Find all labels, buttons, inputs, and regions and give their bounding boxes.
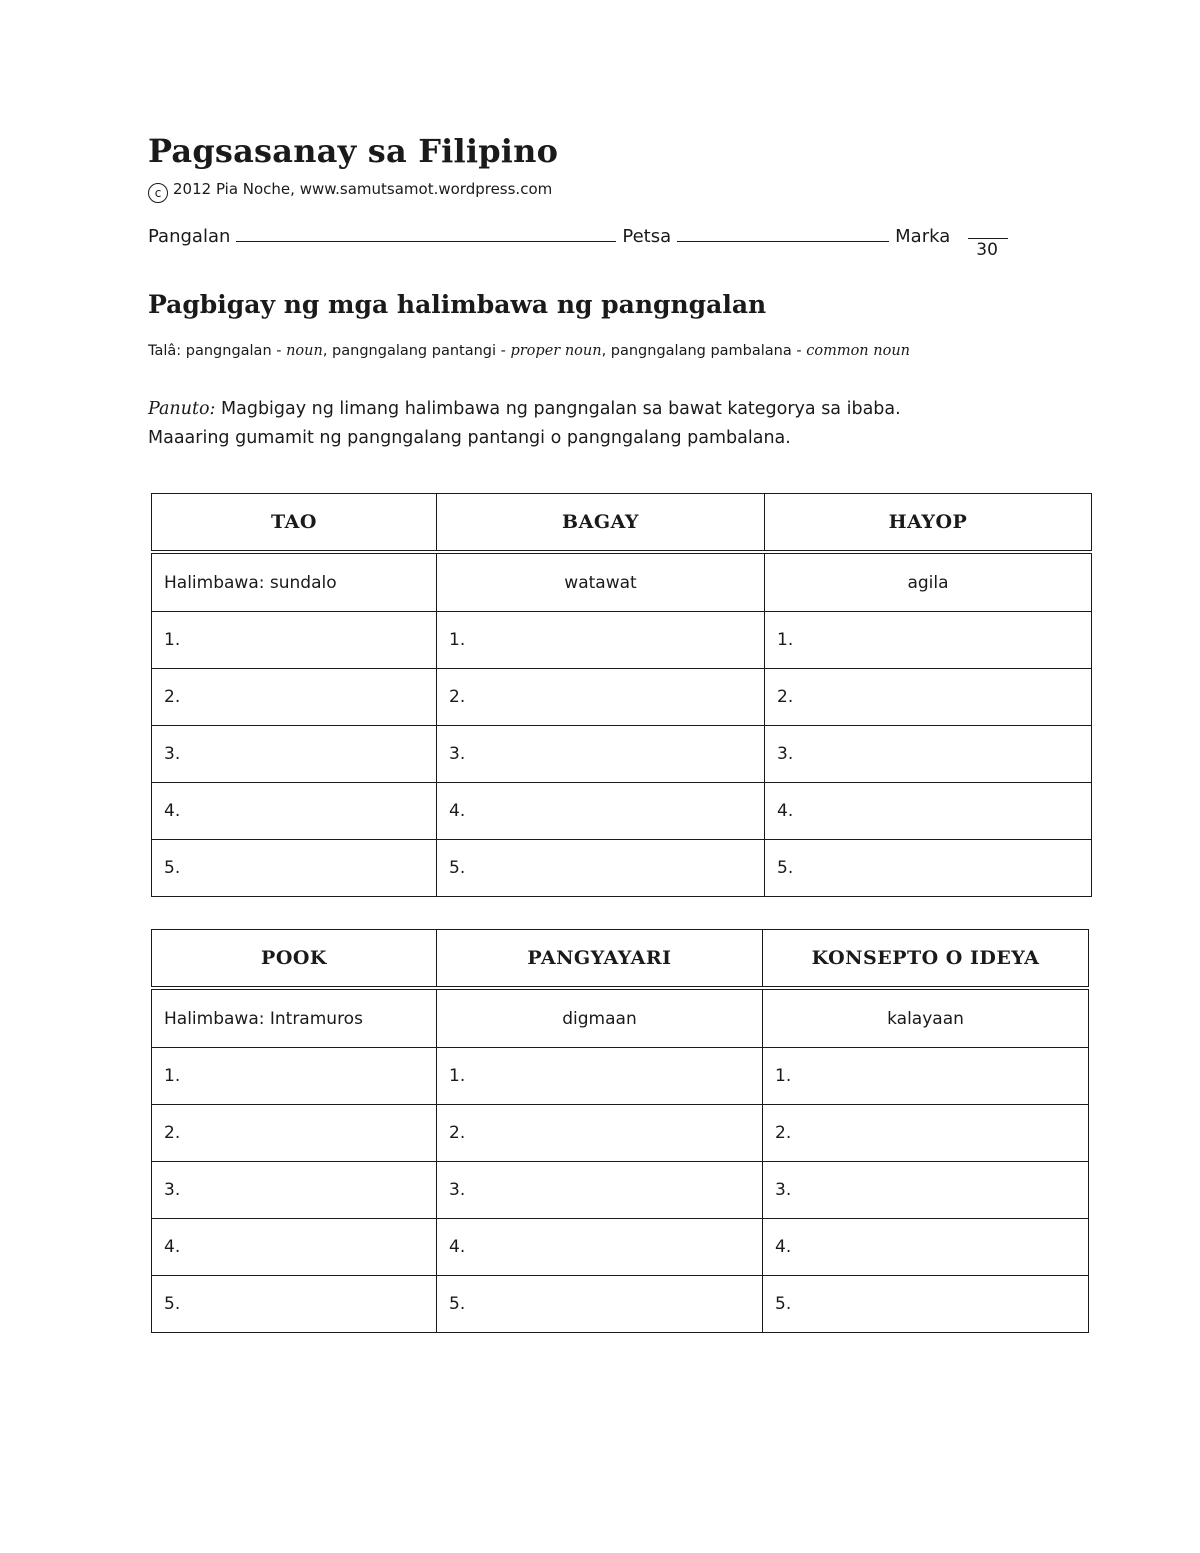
- answer-cell[interactable]: 3.: [437, 726, 765, 783]
- example-cell: kalayaan: [763, 990, 1089, 1048]
- answer-cell[interactable]: 4.: [763, 1219, 1089, 1276]
- example-row: [152, 990, 1089, 1048]
- date-blank[interactable]: [677, 225, 889, 242]
- table-row: [152, 1276, 1089, 1333]
- table-row: [152, 1105, 1089, 1162]
- answer-cell[interactable]: 3.: [765, 726, 1092, 783]
- example-cell: digmaan: [437, 990, 763, 1048]
- answer-cell[interactable]: 1.: [765, 612, 1092, 669]
- answer-cell[interactable]: 5.: [152, 1276, 437, 1333]
- score-total: 30: [976, 240, 998, 260]
- header-pook: POOK: [152, 930, 437, 987]
- answer-cell[interactable]: 5.: [437, 1276, 763, 1333]
- header-hayop: HAYOP: [765, 494, 1092, 551]
- header-bagay: BAGAY: [437, 494, 765, 551]
- score-label: Marka: [895, 226, 951, 247]
- table-row: [152, 783, 1092, 840]
- date-label: Petsa: [622, 226, 672, 247]
- table-row: [152, 612, 1092, 669]
- score-fraction-bar: [968, 238, 1008, 239]
- answer-cell[interactable]: 3.: [152, 1162, 437, 1219]
- example-row: [152, 554, 1092, 612]
- table-header-row: [152, 494, 1092, 551]
- example-cell: Halimbawa: Intramuros: [152, 990, 437, 1048]
- answer-cell[interactable]: 5.: [437, 840, 765, 897]
- answer-cell[interactable]: 3.: [763, 1162, 1089, 1219]
- answer-cell[interactable]: 2.: [437, 669, 765, 726]
- worksheet-table-2: [151, 929, 1089, 1333]
- answer-cell[interactable]: 1.: [152, 1048, 437, 1105]
- answer-cell[interactable]: 1.: [763, 1048, 1089, 1105]
- answer-cell[interactable]: 3.: [152, 726, 437, 783]
- instructions: [148, 395, 1068, 453]
- table-row: [152, 726, 1092, 783]
- instructions-label: Panuto:: [148, 399, 216, 419]
- section-title: Pagbigay ng mga halimbawa ng pangngalan: [148, 290, 767, 319]
- answer-cell[interactable]: 1.: [437, 1048, 763, 1105]
- answer-cell[interactable]: 2.: [763, 1105, 1089, 1162]
- page-title: Pagsasanay sa Filipino: [148, 132, 559, 170]
- answer-cell[interactable]: 2.: [765, 669, 1092, 726]
- answer-cell[interactable]: 5.: [765, 840, 1092, 897]
- note-term-3: , pangngalang pambalana -: [601, 343, 802, 359]
- worksheet-table-1: [151, 493, 1092, 897]
- table-header-row: [152, 930, 1089, 987]
- table-row: [152, 1048, 1089, 1105]
- answer-cell[interactable]: 2.: [437, 1105, 763, 1162]
- note-label: Talâ:: [148, 343, 182, 359]
- name-label: Pangalan: [148, 226, 231, 247]
- table-row: [152, 1219, 1089, 1276]
- copyright-icon: c: [148, 183, 168, 203]
- note-line: [148, 343, 910, 359]
- answer-cell[interactable]: 4.: [765, 783, 1092, 840]
- answer-cell[interactable]: 1.: [437, 612, 765, 669]
- copyright-text: 2012 Pia Noche, www.samutsamot.wordpress.com: [173, 180, 553, 198]
- answer-cell[interactable]: 4.: [152, 1219, 437, 1276]
- instructions-line-2: Maaaring gumamit ng pangngalang pantangi o pangngalang pambalana.: [148, 428, 791, 448]
- header-pangyayari: PANGYAYARI: [437, 930, 763, 987]
- answer-cell[interactable]: 2.: [152, 669, 437, 726]
- header-konsepto-o-ideya: KONSEPTO O IDEYA: [763, 930, 1089, 987]
- answer-cell[interactable]: 4.: [437, 783, 765, 840]
- table-row: [152, 669, 1092, 726]
- table-row: [152, 840, 1092, 897]
- answer-cell[interactable]: 1.: [152, 612, 437, 669]
- example-cell: watawat: [437, 554, 765, 612]
- answer-cell[interactable]: 2.: [152, 1105, 437, 1162]
- example-cell: agila: [765, 554, 1092, 612]
- table-row: [152, 1162, 1089, 1219]
- instructions-line-1: Magbigay ng limang halimbawa ng pangngalan sa bawat kategorya sa ibaba.: [221, 399, 901, 419]
- answer-cell[interactable]: 3.: [437, 1162, 763, 1219]
- header-tao: TAO: [152, 494, 437, 551]
- note-term-2-english: proper noun: [510, 343, 602, 359]
- note-term-1-english: noun: [286, 343, 323, 359]
- answer-cell[interactable]: 5.: [152, 840, 437, 897]
- example-cell: Halimbawa: sundalo: [152, 554, 437, 612]
- copyright-line: [148, 180, 552, 203]
- answer-cell[interactable]: 5.: [763, 1276, 1089, 1333]
- note-term-1: pangngalan -: [185, 343, 282, 359]
- score-fraction[interactable]: [968, 226, 1008, 260]
- note-term-3-english: common noun: [806, 343, 910, 359]
- student-info-fields: [148, 225, 1048, 260]
- answer-cell[interactable]: 4.: [152, 783, 437, 840]
- name-blank[interactable]: [236, 225, 616, 242]
- note-term-2: , pangngalang pantangi -: [322, 343, 506, 359]
- answer-cell[interactable]: 4.: [437, 1219, 763, 1276]
